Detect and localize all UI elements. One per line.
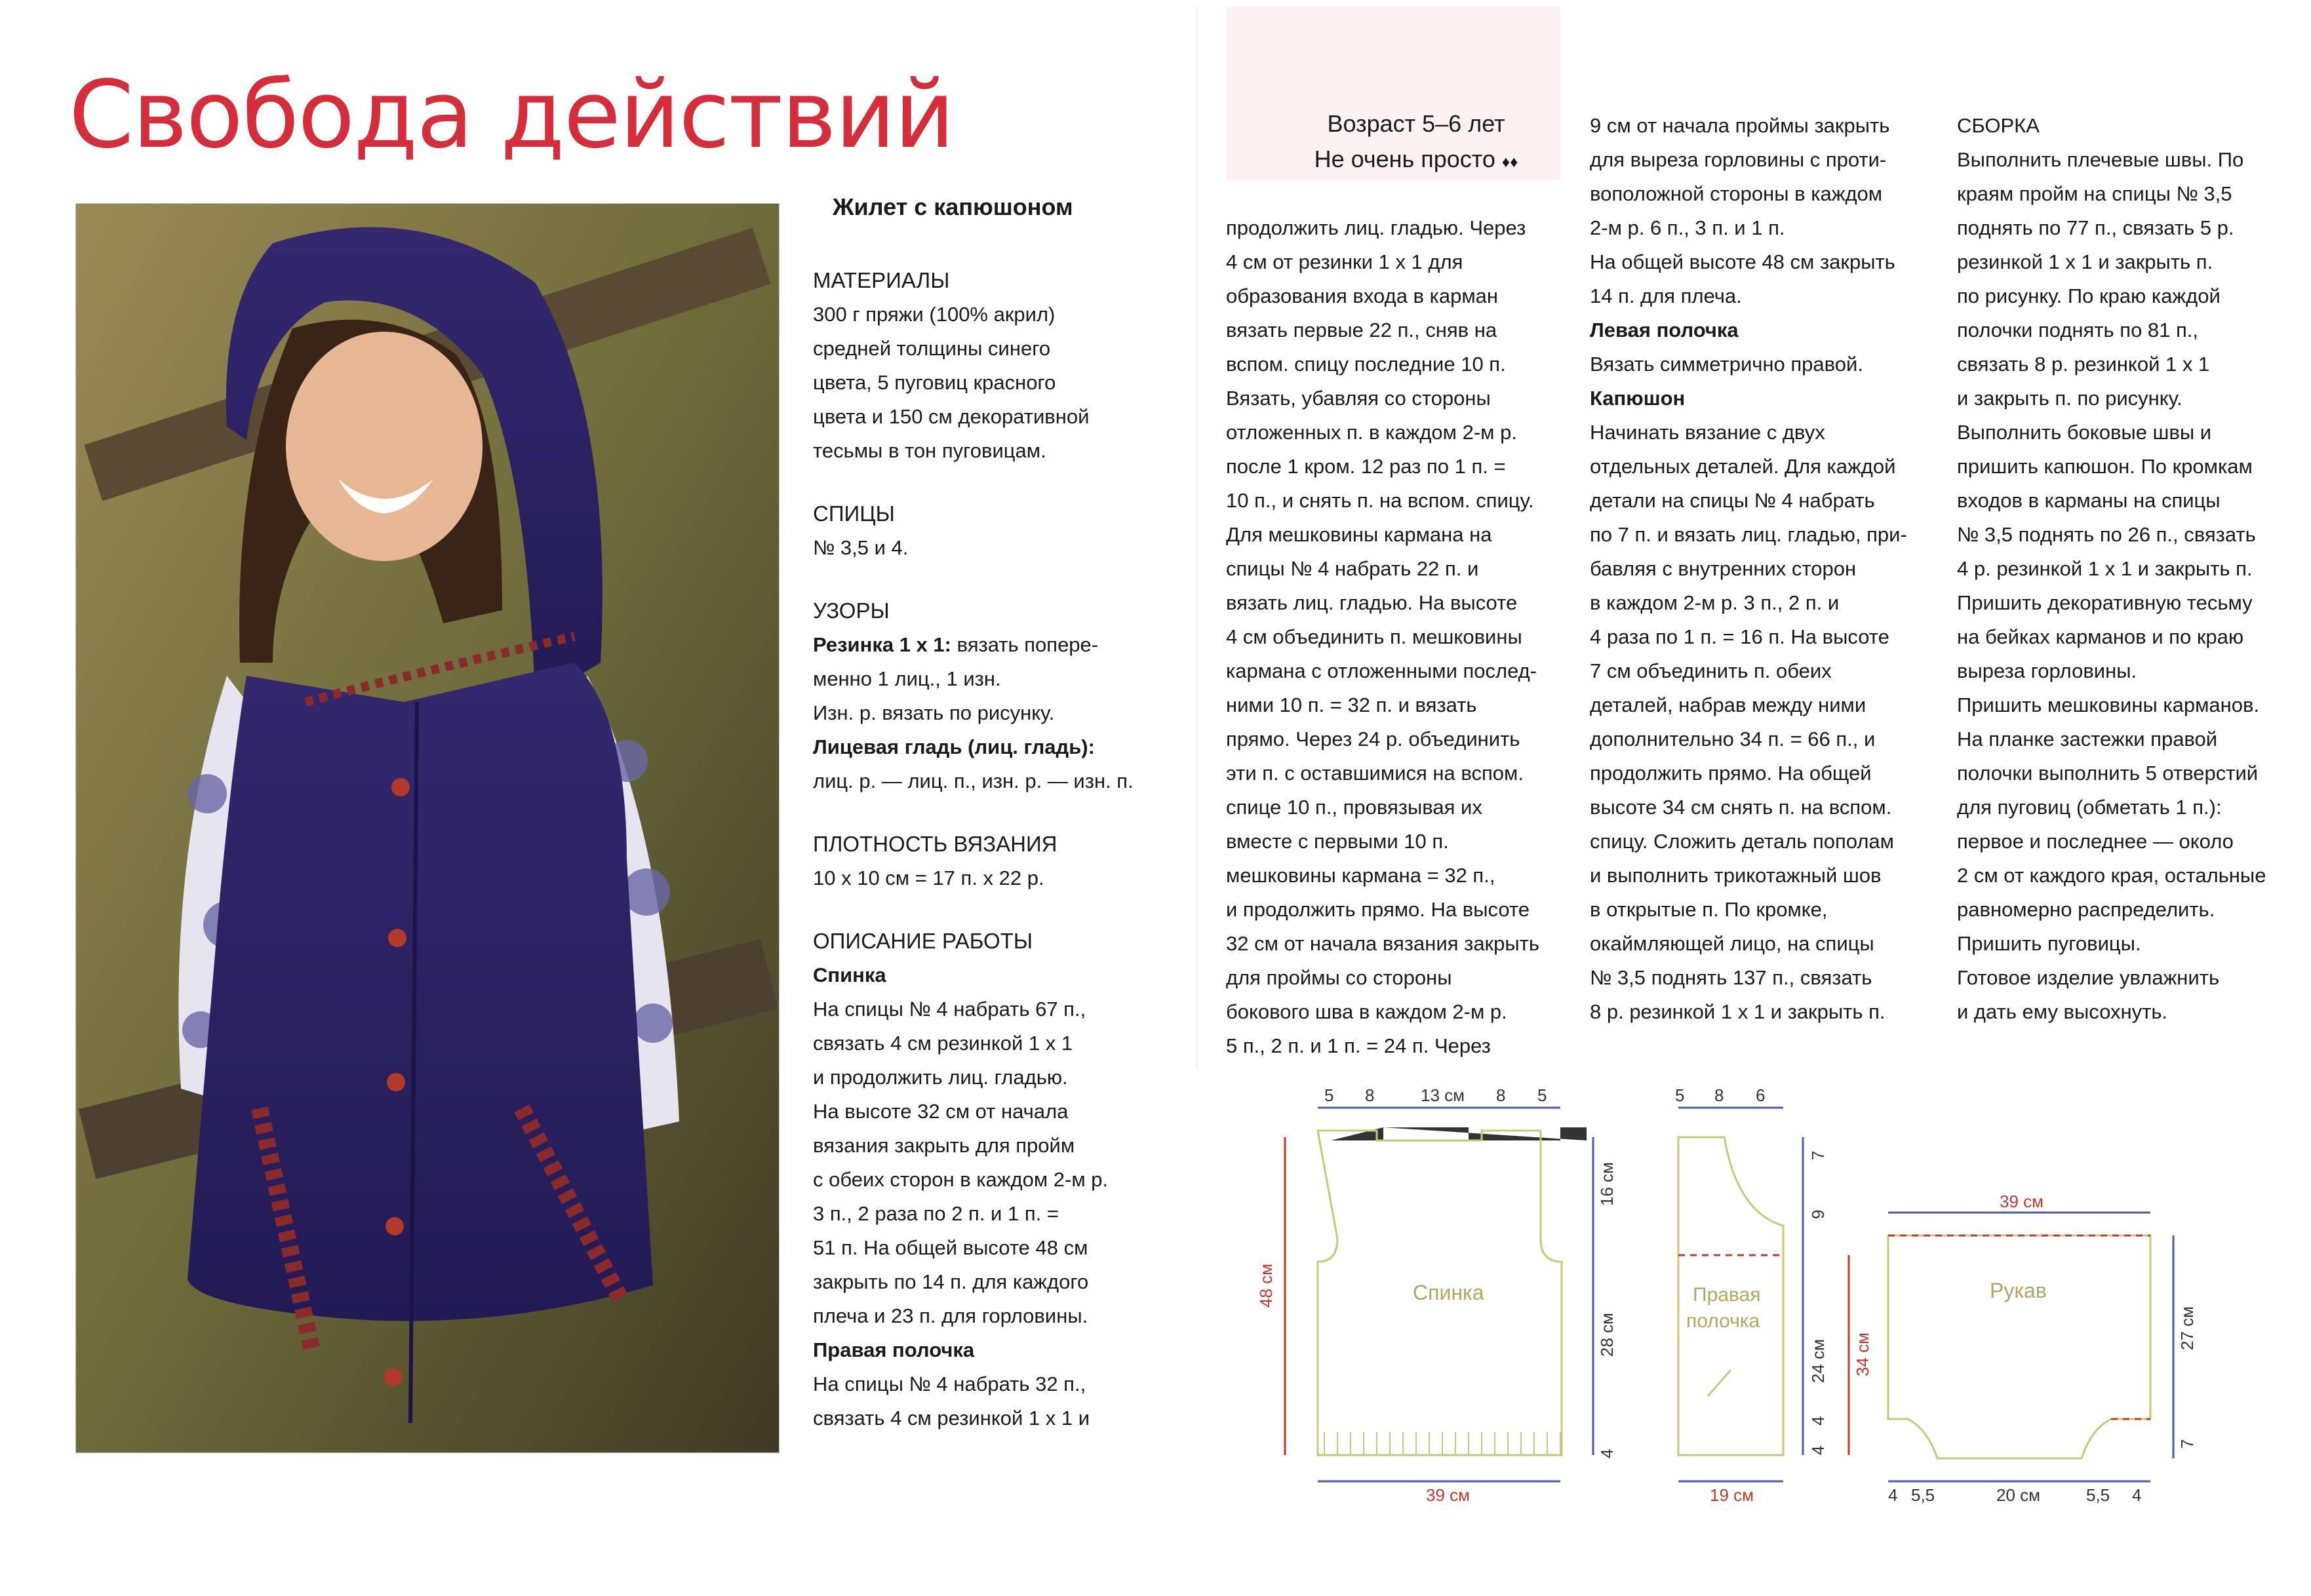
text-line: продолжить лиц. гладью. Через bbox=[1226, 216, 1526, 239]
page-title: Свобода действий bbox=[69, 61, 954, 169]
text-line: 32 см от начала вязания закрыть bbox=[1226, 932, 1539, 955]
text-line: окаймляющей лицо, на спицы bbox=[1590, 932, 1874, 955]
text-line: полочки выполнить 5 отверстий bbox=[1957, 762, 2259, 785]
dim-label: 6 bbox=[1756, 1085, 1766, 1105]
difficulty-marks: ♦♦ bbox=[1501, 153, 1518, 171]
dim-label: 13 см bbox=[1421, 1085, 1465, 1105]
text-line: На планке застежки правой bbox=[1957, 728, 2218, 750]
text-line: входов в карманы на спицы bbox=[1957, 489, 2221, 512]
dim-label: 28 см bbox=[1597, 1312, 1617, 1357]
dim-label: 8 bbox=[1496, 1085, 1506, 1105]
work-heading: ОПИСАНИЕ РАБОТЫ bbox=[813, 929, 1033, 953]
text-line: для выреза горловины с проти- bbox=[1590, 148, 1887, 171]
text-line: вместе с первыми 10 п. bbox=[1226, 830, 1449, 853]
text-line: На спицы № 4 набрать 67 п., bbox=[813, 998, 1086, 1021]
text-line: Пришить мешковины карманов. bbox=[1957, 693, 2260, 716]
text-line: 9 см от начала проймы закрыть bbox=[1590, 114, 1890, 137]
text-line: мешковины кармана = 32 п., bbox=[1226, 864, 1495, 887]
text-line: на бейках карманов и по краю bbox=[1957, 625, 2244, 648]
density-heading: ПЛОТНОСТЬ ВЯЗАНИЯ bbox=[813, 832, 1057, 856]
text-line: 2 см от каждого края, остальные bbox=[1957, 864, 2266, 887]
text-line: 51 п. На общей высоте 48 см bbox=[813, 1236, 1088, 1259]
column-1 bbox=[813, 190, 1180, 1435]
text-line: цвета и 150 см декоративной bbox=[813, 405, 1090, 428]
back-width: 39 см bbox=[1426, 1485, 1471, 1505]
text-line: Выполнить плечевые швы. По bbox=[1957, 148, 2244, 171]
dim-label: 39 см bbox=[2000, 1192, 2044, 1211]
text-line: 4 р. резинкой 1 х 1 и закрыть п. bbox=[1957, 557, 2253, 580]
text-line: спицы № 4 набрать 22 п. и bbox=[1226, 557, 1479, 580]
dim-label: 9 bbox=[1808, 1209, 1828, 1219]
text-line: и выполнить трикотажный шов bbox=[1590, 864, 1882, 887]
text-line: бокового шва в каждом 2-м р. bbox=[1226, 1000, 1507, 1023]
text-line: и продолжить лиц. гладью. bbox=[813, 1066, 1068, 1089]
text-line: бавляя с внутренних сторон bbox=[1590, 557, 1857, 580]
text-line: ними 10 п. = 32 п. и вязать bbox=[1226, 693, 1477, 716]
dim-label: 5 bbox=[1537, 1085, 1547, 1105]
text-line: На спицы № 4 набрать 32 п., bbox=[813, 1372, 1086, 1395]
text-line: 14 п. для плеча. bbox=[1590, 284, 1742, 307]
text-line: 3 п., 2 раза по 2 п. и 1 п. = bbox=[813, 1202, 1059, 1225]
age-info bbox=[1233, 106, 1600, 180]
dim-label: 24 см bbox=[1808, 1338, 1828, 1383]
text-line: вязать лиц. гладью. На высоте bbox=[1226, 591, 1518, 614]
pattern-diagrams bbox=[1256, 1081, 2255, 1508]
front-label-2: полочка bbox=[1686, 1310, 1760, 1332]
text-line: Готовое изделие увлажнить bbox=[1957, 966, 2220, 989]
front-label-1: Правая bbox=[1693, 1284, 1761, 1306]
column-2 bbox=[1226, 211, 1580, 1063]
dim-label: 8 bbox=[1714, 1085, 1724, 1105]
text-line: Вязать, убавляя со стороны bbox=[1226, 387, 1491, 410]
dim-label: 34 см bbox=[1853, 1332, 1872, 1376]
text-line: тесьмы в тон пуговицам. bbox=[813, 439, 1046, 462]
text-line: для проймы со стороны bbox=[1226, 966, 1452, 989]
text-line: пришить капюшон. По кромкам bbox=[1957, 455, 2253, 478]
dim-label: 20 см bbox=[1996, 1485, 2041, 1505]
column-3 bbox=[1590, 109, 1957, 1029]
text-line: связать 4 см резинкой 1 х 1 bbox=[813, 1032, 1073, 1055]
text-line: отложенных п. в каждом 2-м р. bbox=[1226, 421, 1517, 444]
front-diagram bbox=[1675, 1085, 1872, 1505]
dim-label: 4 bbox=[1808, 1416, 1828, 1426]
sleeve-diagram bbox=[1888, 1192, 2197, 1505]
text-line: после 1 кром. 12 раз по 1 п. = bbox=[1226, 455, 1506, 478]
column-4 bbox=[1957, 109, 2311, 1029]
dim-label: 27 см bbox=[2177, 1306, 2197, 1350]
text-line: дополнительно 34 п. = 66 п., и bbox=[1590, 728, 1876, 750]
text-line: Пришить пуговицы. bbox=[1957, 932, 2141, 955]
needles-heading: СПИЦЫ bbox=[813, 501, 895, 526]
text-line: выреза горловины. bbox=[1957, 659, 2137, 682]
text-line: высоте 34 см снять п. на вспом. bbox=[1590, 796, 1892, 819]
text-line: краям пройм на спицы № 3,5 bbox=[1957, 182, 2232, 205]
text-line: воположной стороны в каждом bbox=[1590, 182, 1883, 205]
text-line: связать 4 см резинкой 1 х 1 и bbox=[813, 1407, 1090, 1430]
text-line: 2-м р. 6 п., 3 п. и 1 п. bbox=[1590, 216, 1785, 239]
right-front-heading: Правая полочка bbox=[813, 1338, 975, 1361]
text-line: и продолжить прямо. На высоте bbox=[1226, 898, 1530, 921]
dim-label: 7 bbox=[1808, 1150, 1828, 1160]
back-label: Спинка bbox=[1413, 1281, 1484, 1304]
age-label: Возраст 5–6 лет bbox=[1327, 110, 1505, 137]
text-line: полочки поднять по 81 п., bbox=[1957, 319, 2199, 341]
dim-label: 8 bbox=[1365, 1085, 1375, 1105]
text-line: в каждом 2-м р. 3 п., 2 п. и bbox=[1590, 591, 1840, 614]
text-line: На высоте 32 см от начала bbox=[813, 1100, 1069, 1123]
back-heading: Спинка bbox=[813, 963, 886, 986]
text-line: резинкой 1 х 1 и закрыть п. bbox=[1957, 250, 2213, 273]
difficulty-label: Не очень просто bbox=[1314, 146, 1495, 172]
text-line: № 3,5 поднять по 26 п., связать bbox=[1957, 523, 2256, 546]
text-line: № 3,5 и 4. bbox=[813, 536, 909, 559]
text-line: цвета, 5 пуговиц красного bbox=[813, 371, 1056, 394]
subtitle: Жилет с капюшоном bbox=[833, 193, 1073, 220]
page-divider bbox=[1196, 7, 1197, 1068]
text-line: Выполнить боковые швы и bbox=[1957, 421, 2212, 444]
text-line: вспом. спицу последние 10 п. bbox=[1226, 353, 1506, 376]
text-line: № 3,5 поднять 137 п., связать bbox=[1590, 966, 1872, 989]
text-line: деталей, набрав между ними bbox=[1590, 693, 1867, 716]
text-line: образования входа в карман bbox=[1226, 284, 1499, 307]
text-line: средней толщины синего bbox=[813, 337, 1051, 360]
text-line: 300 г пряжи (100% акрил) bbox=[813, 303, 1056, 326]
text-line: отдельных деталей. Для каждой bbox=[1590, 455, 1896, 478]
left-front-heading: Левая полочка bbox=[1590, 319, 1739, 341]
text-line: 8 р. резинкой 1 х 1 и закрыть п. bbox=[1590, 1000, 1886, 1023]
text-line: спице 10 п., провязывая их bbox=[1226, 796, 1482, 819]
text-line: прямо. Через 24 р. объединить bbox=[1226, 728, 1520, 750]
text-line: 10 х 10 см = 17 п. х 22 р. bbox=[813, 866, 1044, 889]
dim-label: 5,5 bbox=[2086, 1485, 2110, 1505]
text-line: спицу. Сложить деталь пополам bbox=[1590, 830, 1894, 853]
text-line: связать 8 р. резинкой 1 х 1 bbox=[1957, 353, 2210, 376]
text-line: Вязать симметрично правой. bbox=[1590, 353, 1863, 376]
dim-label: 5 bbox=[1675, 1085, 1685, 1105]
text-line: вязать попере- bbox=[957, 633, 1099, 656]
text-line: Изн. р. вязать по рисунку. bbox=[813, 701, 1055, 724]
dim-label: 16 см bbox=[1597, 1161, 1617, 1206]
photo-child-in-vest bbox=[75, 203, 780, 1453]
text-line: равномерно распределить. bbox=[1957, 898, 2215, 921]
dim-label: 4 bbox=[1808, 1445, 1828, 1455]
dim-label: 5 bbox=[1324, 1085, 1334, 1105]
dim-label: 4 bbox=[2132, 1485, 2142, 1505]
text-line: 7 см объединить п. обеих bbox=[1590, 659, 1832, 682]
stockinette-label: Лицевая гладь (лиц. гладь): bbox=[813, 735, 1095, 758]
sleeve-label: Рукав bbox=[1990, 1279, 2047, 1302]
text-line: 4 см от резинки 1 х 1 для bbox=[1226, 250, 1463, 273]
text-line: вязания закрыть для пройм bbox=[813, 1134, 1075, 1157]
dim-label: 4 bbox=[1888, 1485, 1898, 1505]
text-line: плеча и 23 п. для горловины. bbox=[813, 1304, 1088, 1327]
text-line: детали на спицы № 4 набрать bbox=[1590, 489, 1875, 512]
dim-label: 4 bbox=[1597, 1449, 1617, 1458]
text-line: по рисунку. По краю каждой bbox=[1957, 284, 2221, 307]
text-line: Для мешковины кармана на bbox=[1226, 523, 1492, 546]
hood-heading: Капюшон bbox=[1590, 387, 1686, 410]
text-line: поднять по 77 п., связать 5 р. bbox=[1957, 216, 2234, 239]
text-line: продолжить прямо. На общей bbox=[1590, 762, 1872, 785]
text-line: На общей высоте 48 см закрыть bbox=[1590, 250, 1895, 273]
text-line: в открытые п. По кромке, bbox=[1590, 898, 1828, 921]
text-line: первое и последнее — около bbox=[1957, 830, 2234, 853]
back-diagram bbox=[1256, 1085, 1617, 1505]
text-line: менно 1 лиц., 1 изн. bbox=[813, 667, 1001, 690]
text-line: и дать ему высохнуть. bbox=[1957, 1000, 2168, 1023]
text-line: 5 п., 2 п. и 1 п. = 24 п. Через bbox=[1226, 1034, 1491, 1057]
text-line: Пришить декоративную тесьму bbox=[1957, 591, 2253, 614]
dim-label: 5,5 bbox=[1911, 1485, 1935, 1505]
text-line: и закрыть п. по рисунку. bbox=[1957, 387, 2183, 410]
text-line: с обеих сторон в каждом 2-м р. bbox=[813, 1168, 1109, 1191]
text-line: эти п. с оставшимися на вспом. bbox=[1226, 762, 1524, 785]
dim-label: 19 см bbox=[1710, 1485, 1754, 1505]
text-line: для пуговиц (обметать 1 п.): bbox=[1957, 796, 2222, 819]
materials-heading: МАТЕРИАЛЫ bbox=[813, 268, 950, 292]
back-height: 48 см bbox=[1256, 1263, 1276, 1308]
text-line: кармана с отложенными послед- bbox=[1226, 659, 1537, 682]
assembly-heading: СБОРКА bbox=[1957, 114, 2040, 137]
text-line: 4 раза по 1 п. = 16 п. На высоте bbox=[1590, 625, 1889, 648]
text-line: закрыть по 14 п. для каждого bbox=[813, 1270, 1089, 1293]
text-line: лиц. р. — лиц. п., изн. р. — изн. п. bbox=[813, 769, 1134, 792]
text-line: Начинать вязание с двух bbox=[1590, 421, 1825, 444]
text-line: по 7 п. и вязать лиц. гладью, при- bbox=[1590, 523, 1907, 546]
dim-label: 7 bbox=[2177, 1439, 2197, 1449]
text-line: 4 см объединить п. мешковины bbox=[1226, 625, 1522, 648]
text-line: вязать первые 22 п., сняв на bbox=[1226, 319, 1497, 341]
rib-label: Резинка 1 х 1: bbox=[813, 633, 951, 656]
patterns-heading: УЗОРЫ bbox=[813, 598, 890, 623]
text-line: 10 п., и снять п. на вспом. спицу. bbox=[1226, 489, 1534, 512]
